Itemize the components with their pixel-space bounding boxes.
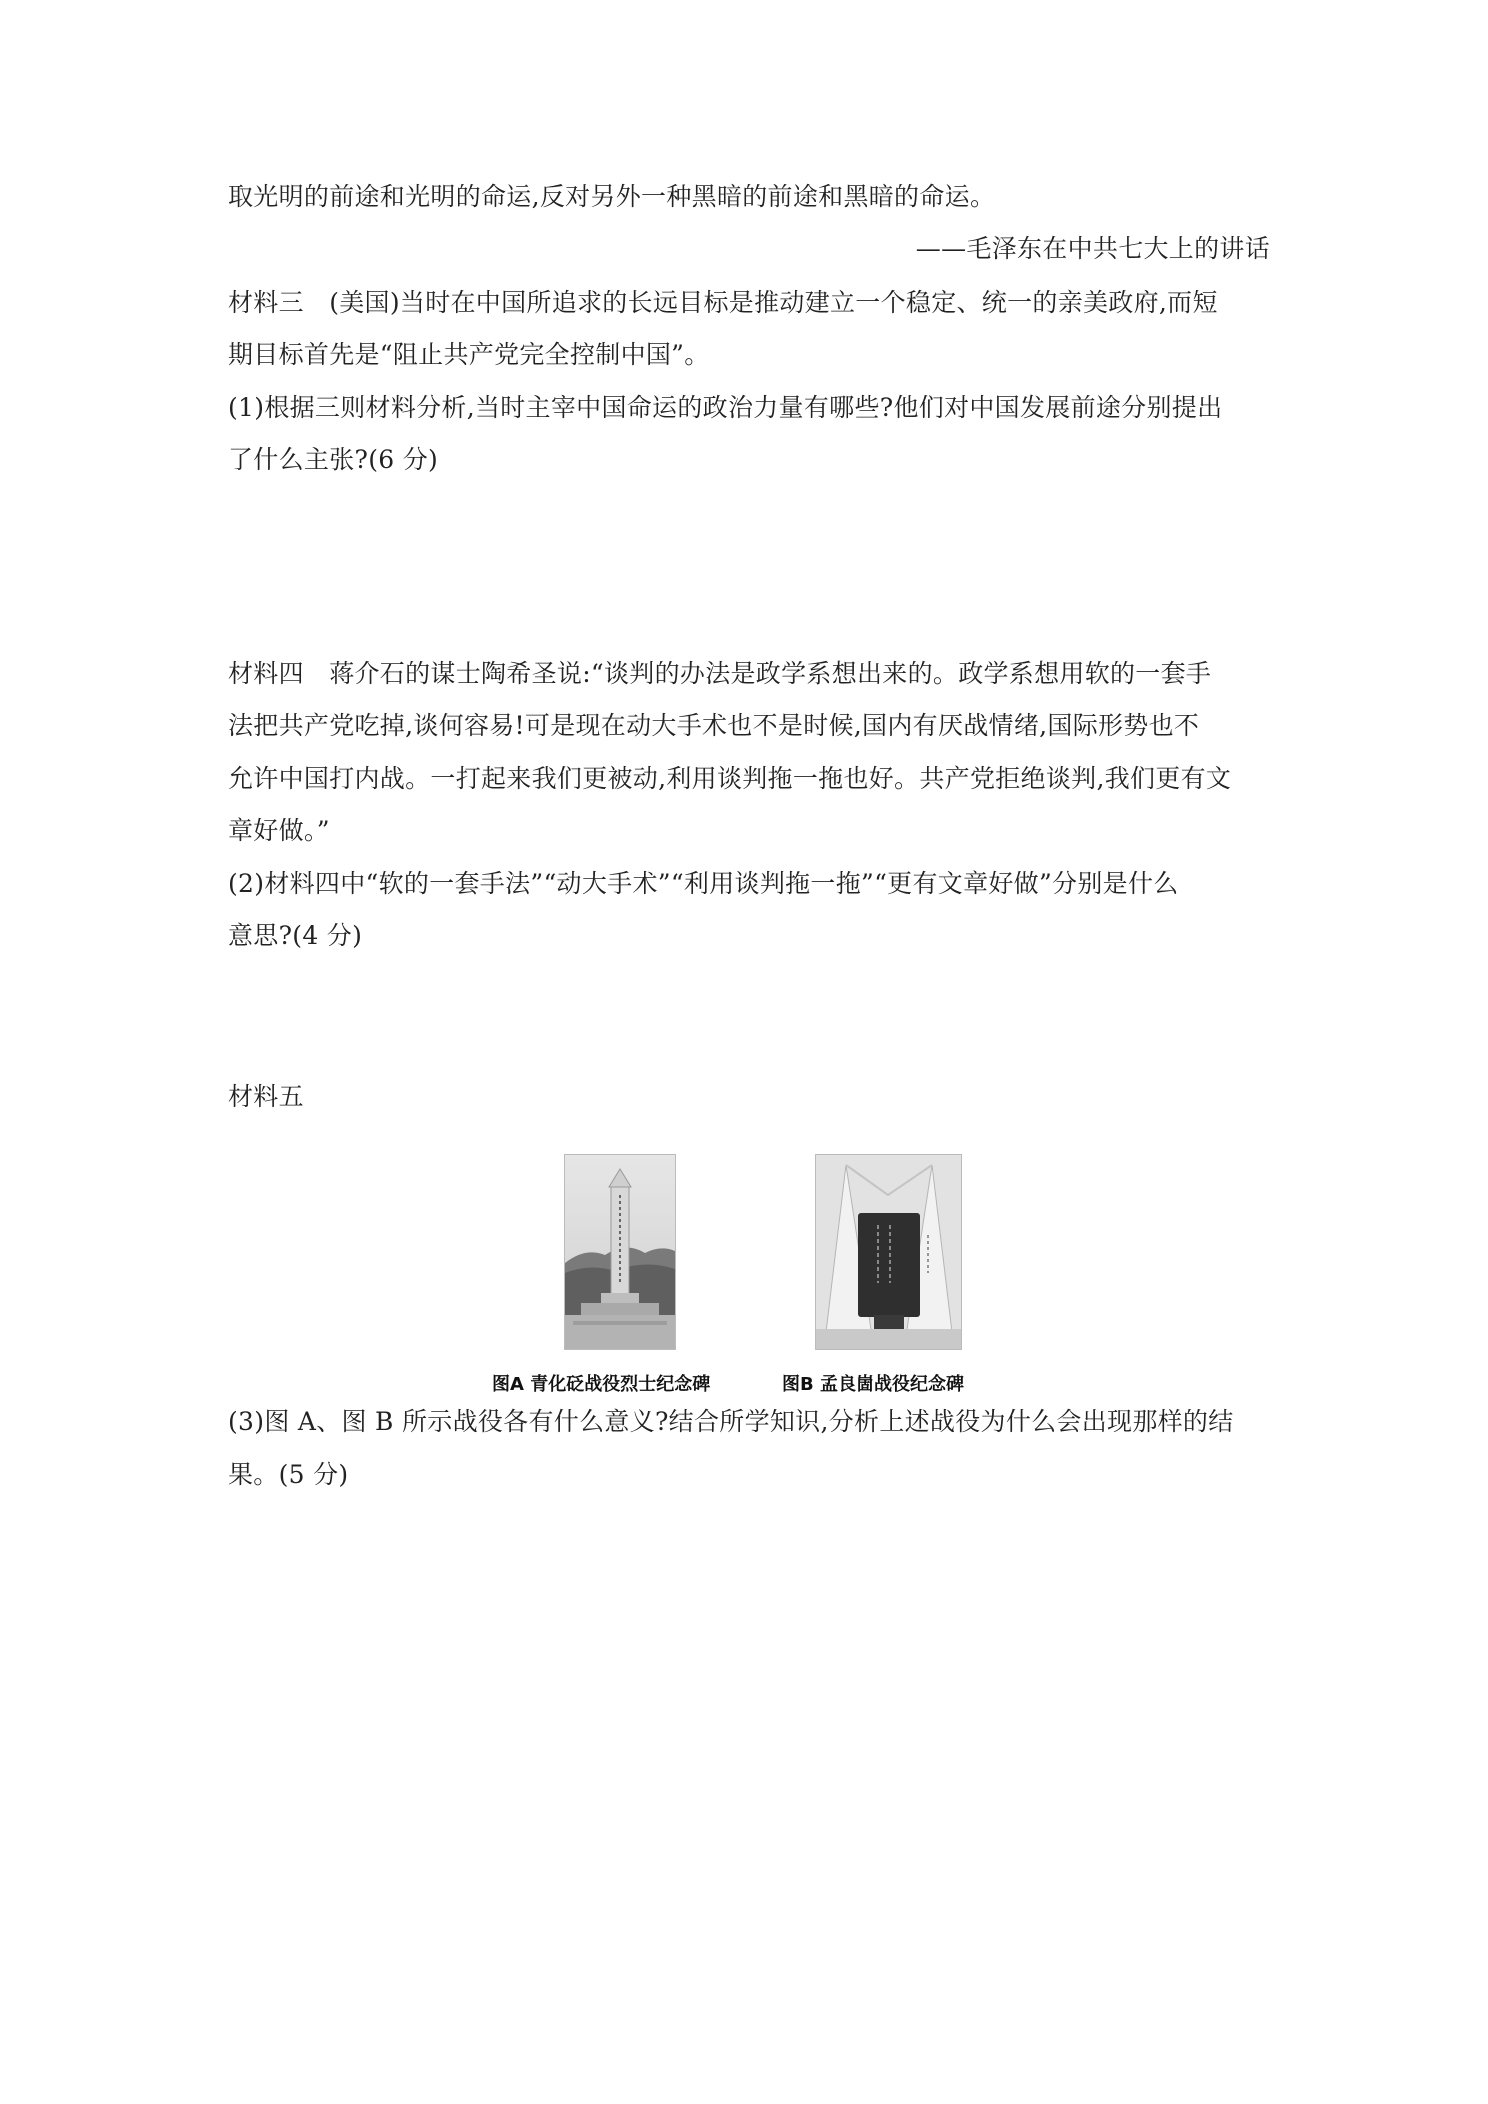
material-2-source: ——毛泽东在中共七大上的讲话 bbox=[915, 234, 1270, 263]
material-3-line-2: 期目标首先是“阻止共产党完全控制中国”。 bbox=[228, 340, 710, 369]
question-3-line-2: 果。(5 分) bbox=[228, 1460, 349, 1489]
question-1-line-2: 了什么主张?(6 分) bbox=[228, 445, 439, 474]
figure-b-photo bbox=[815, 1154, 962, 1350]
figure-a-caption: 图A 青化砭战役烈士纪念碑 bbox=[492, 1374, 711, 1395]
material-4-line-2: 法把共产党吃掉,谈何容易!可是现在动大手术也不是时候,国内有厌战情绪,国际形势也不 bbox=[228, 711, 1200, 740]
question-3-line-1: (3)图 A、图 B 所示战役各有什么意义?结合所学知识,分析上述战役为什么会出现那样的结 bbox=[228, 1407, 1234, 1436]
question-2-line-1: (2)材料四中“软的一套手法”“动大手术”“利用谈判拖一拖”“更有文章好做”分别是什么 bbox=[228, 869, 1179, 898]
monument-a-image bbox=[565, 1155, 675, 1349]
monument-b-image bbox=[816, 1155, 961, 1349]
figure-b-caption: 图B 孟良崮战役纪念碑 bbox=[782, 1374, 964, 1395]
material-4-line-3: 允许中国打内战。一打起来我们更被动,利用谈判拖一拖也好。共产党拒绝谈判,我们更有文 bbox=[228, 764, 1232, 793]
material-3-line-1: 材料三 (美国)当时在中国所追求的长远目标是推动建立一个稳定、统一的亲美政府,而短 bbox=[228, 288, 1218, 317]
figure-a-photo bbox=[564, 1154, 676, 1350]
material-5-label: 材料五 bbox=[228, 1082, 304, 1111]
question-2-line-2: 意思?(4 分) bbox=[228, 921, 363, 950]
material-4-line-4: 章好做。” bbox=[228, 816, 330, 845]
material-2-tail: 取光明的前途和光明的命运,反对另外一种黑暗的前途和黑暗的命运。 bbox=[228, 182, 996, 211]
material-4-line-1: 材料四 蒋介石的谋士陶希圣说:“谈判的办法是政学系想出来的。政学系想用软的一套手 bbox=[228, 659, 1212, 688]
question-1-line-1: (1)根据三则材料分析,当时主宰中国命运的政治力量有哪些?他们对中国发展前途分别提出 bbox=[228, 393, 1223, 422]
